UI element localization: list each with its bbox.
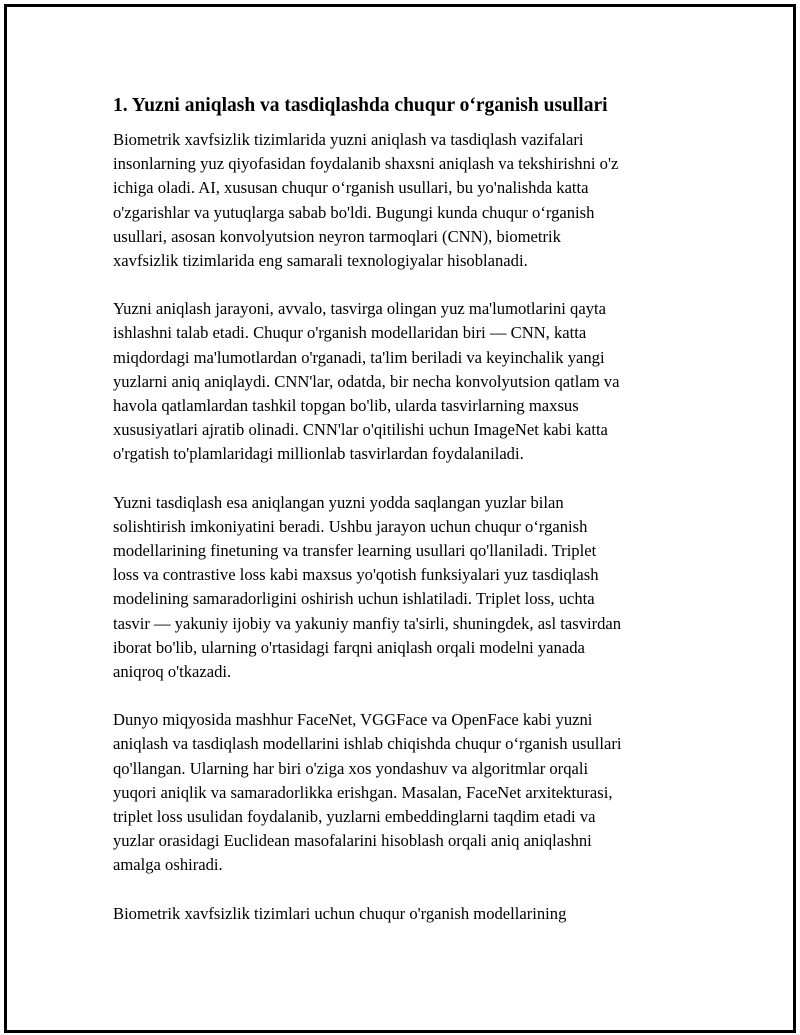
paragraph-line: miqdordagi ma'lumotlardan o'rganadi, ta'lim beriladi va keyinchalik yangi <box>113 347 605 367</box>
paragraph-line: triplet loss usulidan foydalanib, yuzlarni embeddinglarni taqdim etadi va <box>113 807 596 827</box>
paragraph-line: yuqori aniqlik va samaradorlikka erishgan. Masalan, FaceNet arxitekturasi, <box>113 782 613 802</box>
paragraph <box>113 128 703 273</box>
paragraph-line: yuzlarni aniq aniqlaydi. CNN'lar, odatda, bir necha konvolyutsion qatlam va <box>113 371 620 391</box>
paragraph-line: Yuzni aniqlash jarayoni, avvalo, tasvirga olingan yuz ma'lumotlarini qayta <box>113 299 606 319</box>
paragraph-line: modelining samaradorligini oshirish uchun ishlatiladi. Triplet loss, uchta <box>113 589 595 609</box>
paragraph <box>113 902 703 926</box>
paragraph-line: amalga oshiradi. <box>113 855 223 875</box>
paragraph <box>113 297 703 466</box>
paragraph-line: Biometrik xavfsizlik tizimlari uchun chuqur o'rganish modellarining <box>113 903 567 923</box>
paragraph-line: aniqroq o'tkazadi. <box>113 662 232 682</box>
paragraph-line: modellarining finetuning va transfer learning usullari qo'llaniladi. Triplet <box>113 541 597 561</box>
paragraphs-container <box>113 128 703 926</box>
paragraph-line: yuzlar orasidagi Euclidean masofalarini hisoblash orqali aniq aniqlashni <box>113 831 592 851</box>
paragraph <box>113 708 703 877</box>
paragraph-line: o'rgatish to'plamlaridagi millionlab tasvirlardan foydalaniladi. <box>113 444 524 464</box>
paragraph-line: xavfsizlik tizimlarida eng samarali texnologiyalar hisoblanadi. <box>113 251 528 271</box>
paragraph-line: Yuzni tasdiqlash esa aniqlangan yuzni yodda saqlangan yuzlar bilan <box>113 492 564 512</box>
paragraph-line: Biometrik xavfsizlik tizimlarida yuzni aniqlash va tasdiqlash vazifalari <box>113 130 584 149</box>
paragraph-line: ishlashni talab etadi. Chuqur o'rganish modellaridan biri — CNN, katta <box>113 323 587 343</box>
paragraph-line: solishtirish imkoniyatini beradi. Ushbu jarayon uchun chuqur o‘rganish <box>113 516 588 536</box>
paragraph-line: iborat bo'lib, ularning o'rtasidagi farqni aniqlash orqali modelni yanada <box>113 637 585 657</box>
paragraph <box>113 491 703 685</box>
paragraph-line: Dunyo miqyosida mashhur FaceNet, VGGFace va OpenFace kabi yuzni <box>113 710 593 730</box>
paragraph-line: xususiyatlari ajratib olinadi. CNN'lar o'qitilishi uchun ImageNet kabi katta <box>113 420 608 440</box>
paragraph-line: qo'llangan. Ularning har biri o'ziga xos yondashuv va algoritmlar orqali <box>113 758 589 778</box>
paragraph-line: havola qatlamlardan tashkil topgan bo'lib, ularda tasvirlarning maxsus <box>113 396 579 416</box>
paragraph-line: o'zgarishlar va yutuqlarga sabab bo'ldi. Bugungi kunda chuqur o‘rganish <box>113 202 595 222</box>
document-body <box>113 92 703 950</box>
section-heading: 1. Yuzni aniqlash va tasdiqlashda chuqur o‘rganish usullari <box>113 95 608 116</box>
paragraph-line: loss va contrastive loss kabi maxsus yo'qotish funksiyalari yuz tasdiqlash <box>113 565 599 585</box>
paragraph-line: insonlarning yuz qiyofasidan foydalanib shaxsni aniqlash va tekshirishni o'z <box>113 154 619 174</box>
paragraph-line: usullari, asosan konvolyutsion neyron tarmoqlari (CNN), biometrik <box>113 226 561 246</box>
paragraph-line: ichiga oladi. AI, xususan chuqur o‘rganish usullari, bu yo'nalishda katta <box>113 178 589 198</box>
paragraph-line: tasvir — yakuniy ijobiy va yakuniy manfiy ta'sirli, shuningdek, asl tasvirdan <box>113 613 622 633</box>
paragraph-line: aniqlash va tasdiqlash modellarini ishlab chiqishda chuqur o‘rganish usullari <box>113 734 622 754</box>
